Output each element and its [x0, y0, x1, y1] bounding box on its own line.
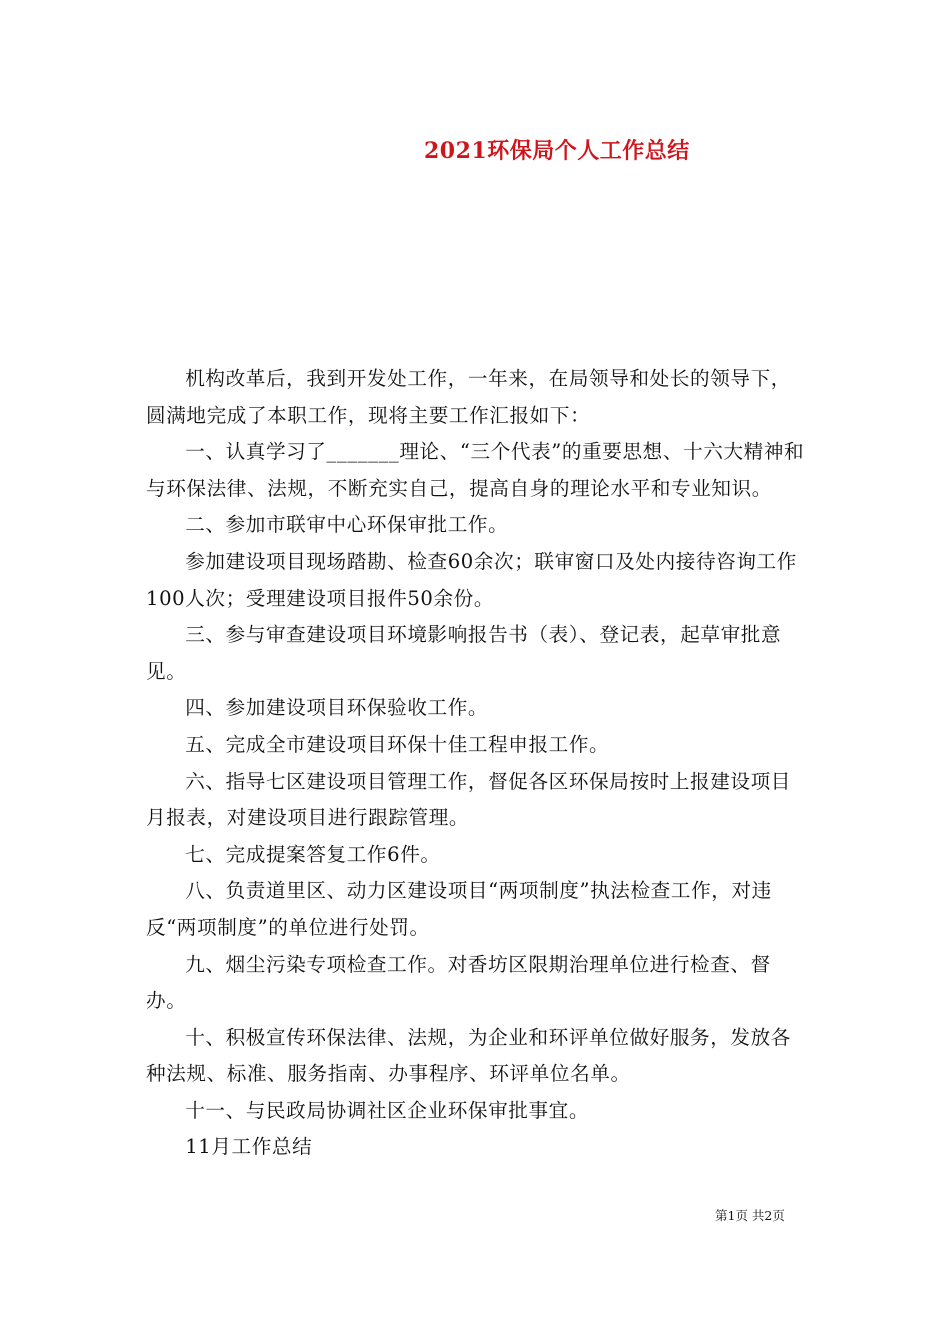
paragraph-item-10: 十、积极宣传环保法律、法规，为企业和环评单位做好服务，发放各种法规、标准、服务指南、办事程序、环评单位名单。 — [146, 1025, 791, 1086]
paragraph-item-9: 九、烟尘污染专项检查工作。对香坊区限期治理单位进行检查、督办。 — [146, 952, 771, 1013]
paragraph-item-8: 八、负责道里区、动力区建设项目“两项制度”执法检查工作，对违反“两项制度”的单位进行处罚。 — [146, 879, 772, 939]
paragraph-item-2: 二、参加市联审中心环保审批工作。 — [185, 513, 509, 537]
paragraph-item-7: 七、完成提案答复工作6件。 — [185, 842, 441, 866]
paragraph-item-2-detail: 参加建设项目现场踏勘、检查60余次；联审窗口及处内接待咨询工作100人次；受理建设项目报件50余份。 — [146, 549, 797, 610]
page-number-footer: 第1页 共2页 — [715, 1208, 785, 1223]
document-title: 2021环保局个人工作总结 — [424, 138, 690, 164]
document-body — [146, 361, 810, 1166]
paragraph-item-11: 十一、与民政局协调社区企业环保审批事宜。 — [185, 1098, 590, 1122]
paragraph-item-3: 三、参与审查建设项目环境影响报告书（表）、登记表，起草审批意见。 — [146, 623, 782, 683]
paragraph-item-1: 一、认真学习了_______理论、“三个代表”的重要思想、十六大精神和与环保法律、法规，不断充实自己，提高自身的理论水平和专业知识。 — [146, 440, 805, 500]
paragraph-item-4: 四、参加建设项目环保验收工作。 — [185, 696, 489, 720]
paragraph-item-6: 六、指导七区建设项目管理工作，督促各区环保局按时上报建设项目月报表，对建设项目进行跟踪管理。 — [146, 769, 791, 830]
paragraph-intro: 机构改革后，我到开发处工作，一年来，在局领导和处长的领导下，圆满地完成了本职工作，现将主要工作汇报如下： — [146, 367, 791, 427]
paragraph-november-summary: 11月工作总结 — [185, 1135, 313, 1159]
paragraph-item-5: 五、完成全市建设项目环保十佳工程申报工作。 — [185, 732, 610, 756]
